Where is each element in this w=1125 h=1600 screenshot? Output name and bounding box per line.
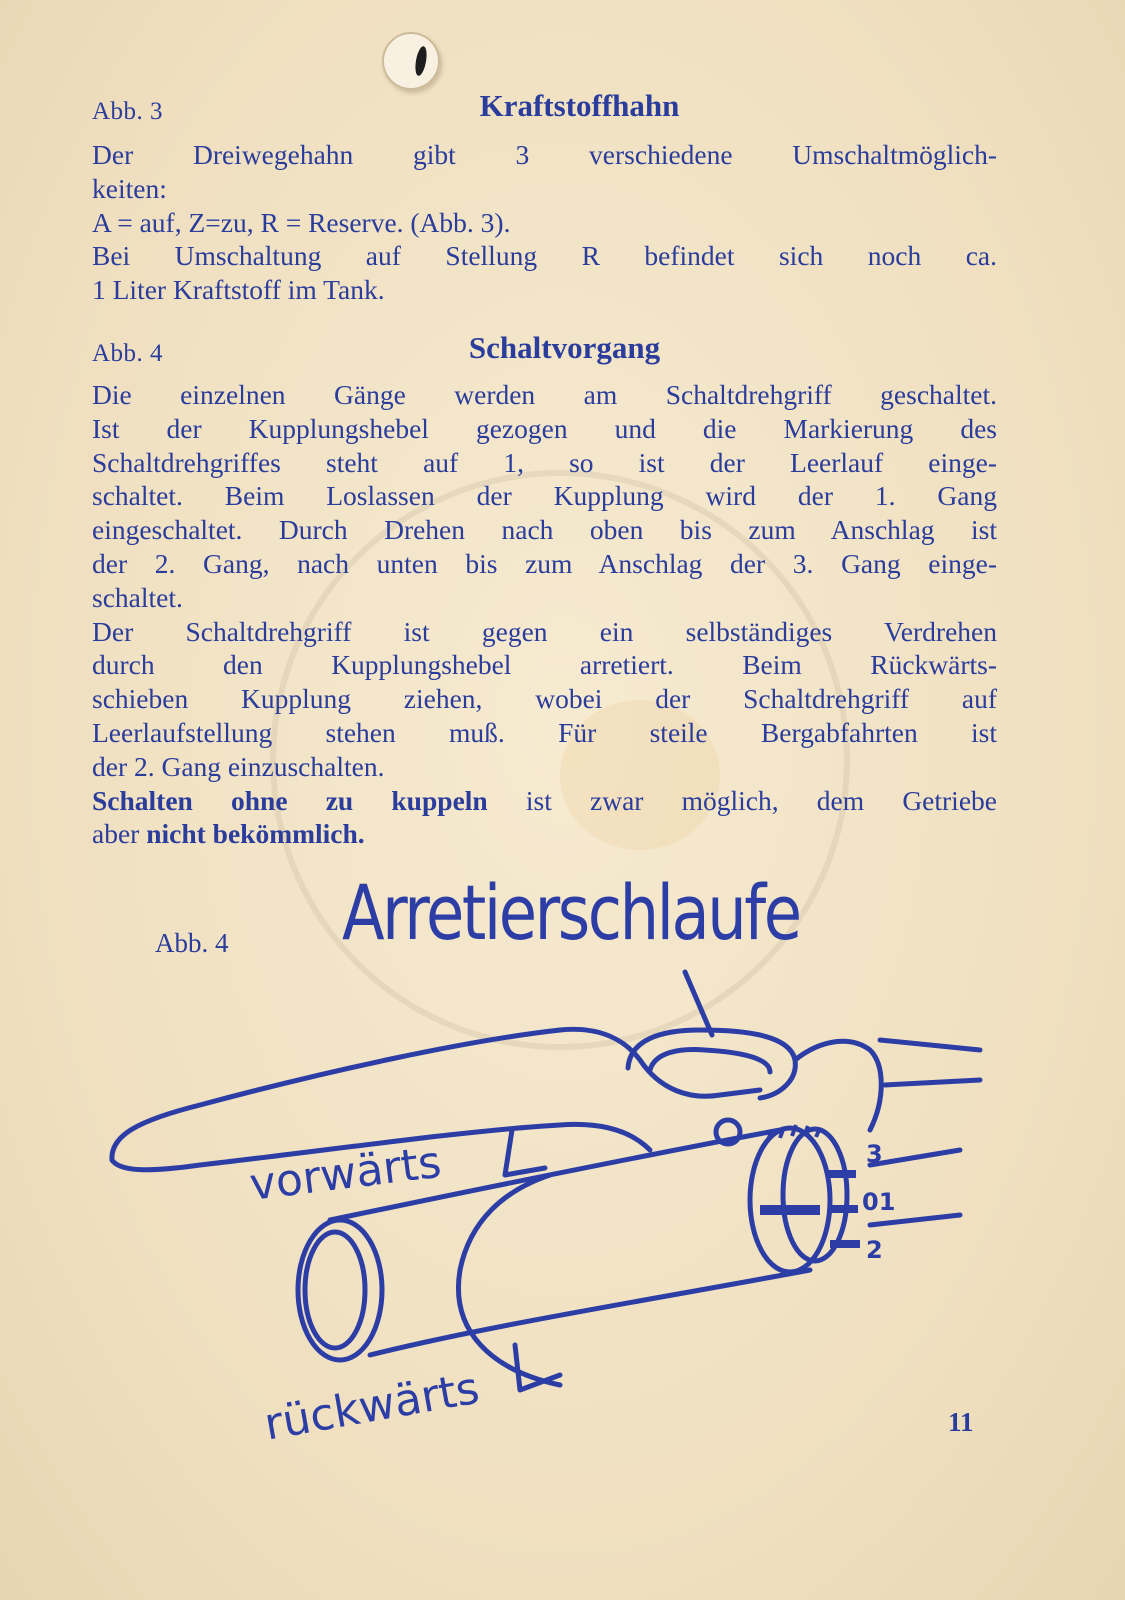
body-line: der 2. Gang, nach unten bis zum Anschlag der 3. Gang einge- [92,547,997,579]
handlebar-top [880,1040,980,1050]
handlebar-mid [885,1080,980,1085]
housing [795,1041,881,1130]
body-line: Schaltdrehgriffes steht auf 1, so ist der Leerlauf einge- [92,446,997,478]
warning-bold: Schalten ohne zu kuppeln [92,784,488,816]
warning-text: ist zwar möglich, dem Getriebe [487,784,997,816]
body-line: durch den Kupplungshebel arretiert. Beim Rückwärts- [92,649,997,681]
section-title: Kraftstoffhahn [479,88,680,123]
label-backward: rückwärts [260,1362,484,1451]
figure-label: Abb. 4 [155,928,229,958]
dial-label-mid: 01 [862,1188,896,1216]
body-line: 1 Liter Kraftstoff im Tank. [92,274,385,306]
rotation-arc [458,1175,560,1385]
body-line: Bei Umschaltung auf Stellung R befindet sich noch ca. [92,240,997,272]
dial-label-bottom: 2 [866,1236,883,1264]
body-line: schaltet. [92,581,183,613]
callout-arretierschlaufe: Arretierschlaufe [342,868,800,957]
figure-ref: Abb. 3 [92,98,164,125]
body-line: Leerlaufstellung stehen muß. Für steile Bergabfahrten ist [92,716,997,748]
grip-bottom [370,1270,810,1355]
callout-leader [685,972,712,1035]
body-line: der 2. Gang einzuschalten. [92,750,385,782]
body-line: schaltet. Beim Loslassen der Kupplung wird der 1. Gang [92,480,997,512]
grip-end-inner [305,1232,365,1348]
figure-ref: Abb. 4 [92,340,164,367]
body-line: Der Schaltdrehgriff ist gegen ein selbständiges Verdrehen [92,615,997,647]
warning-text: aber [92,818,147,850]
body-line: schieben Kupplung ziehen, wobei der Schaltdrehgriff auf [92,683,997,715]
section-title: Schaltvorgang [468,330,661,365]
page-number: 11 [948,1407,974,1437]
body-line: Ist der Kupplungshebel gezogen und die Markierung des [92,412,997,444]
dial-label-top: 3 [866,1140,883,1168]
grip-end-outer [298,1220,382,1360]
loop-inner [650,1050,770,1072]
handlebar-bottom [870,1215,960,1225]
warning-bold: nicht bekömmlich. [146,818,365,850]
label-forward: vorwärts [246,1136,444,1211]
body-line: Der Dreiwegehahn gibt 3 verschiedene Umschaltmöglich- [92,139,997,170]
body-line: A = auf, Z=zu, R = Reserve. (Abb. 3). [92,206,511,238]
body-line: Die einzelnen Gänge werden am Schaltdrehgriff geschaltet. [92,379,997,410]
body-line: eingeschaltet. Durch Drehen nach oben bis zum Anschlag ist [92,514,997,546]
handlebar-lower [870,1150,960,1165]
arrow-head-forward [505,1130,545,1175]
body-line: keiten: [92,172,167,204]
